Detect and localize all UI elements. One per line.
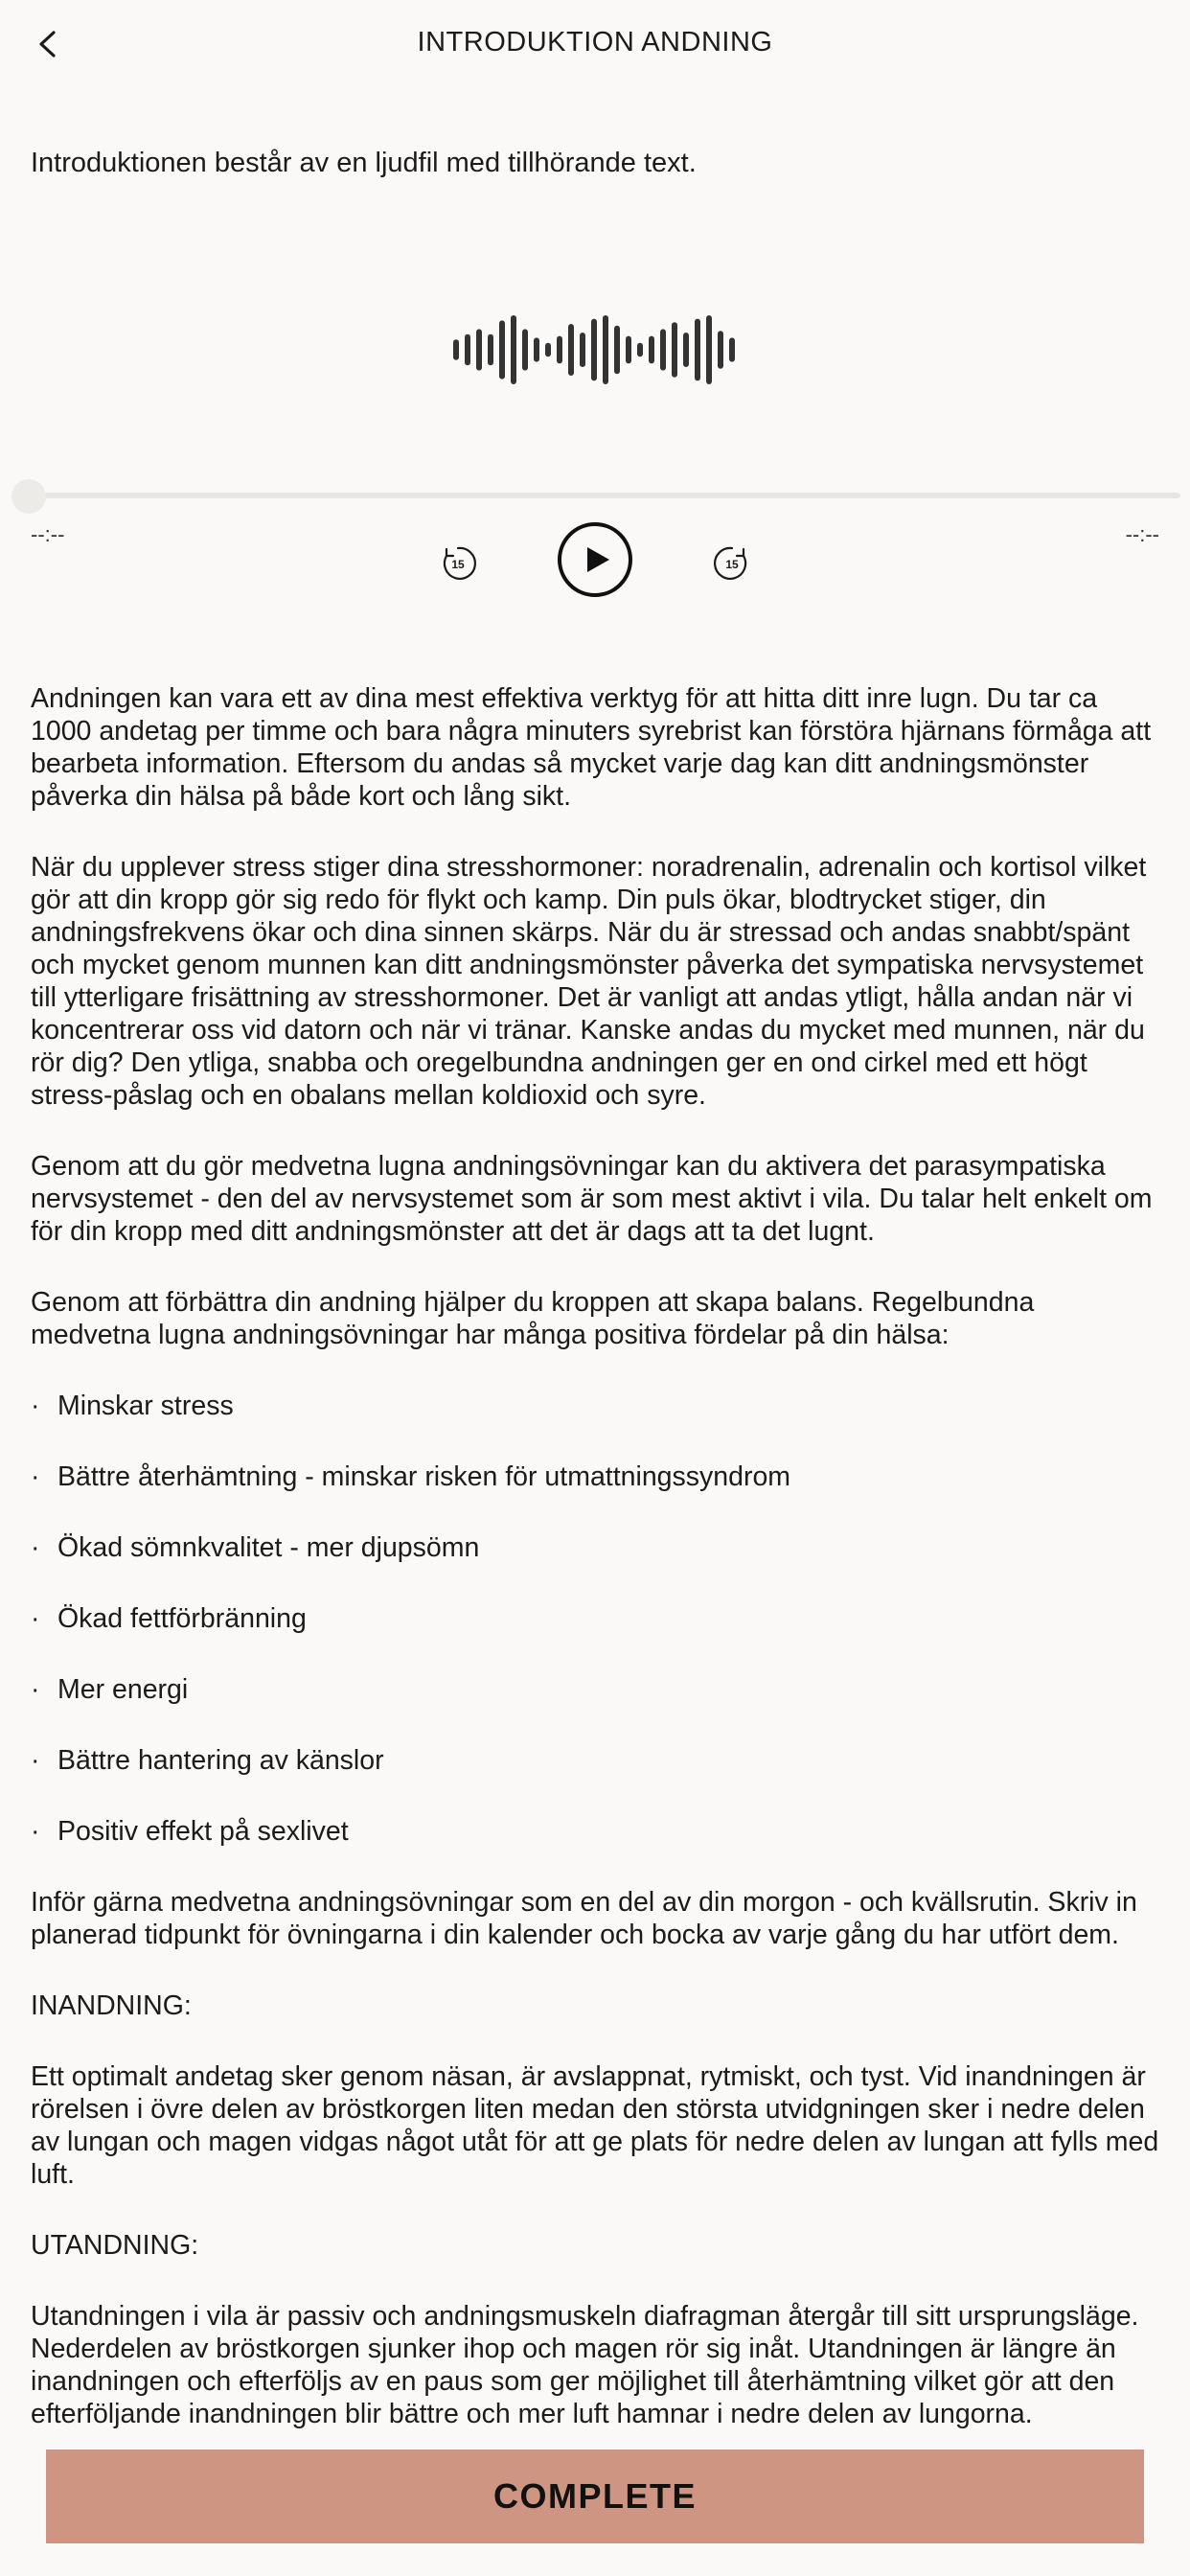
list-item <box>31 1390 1161 1422</box>
skip-back-label: 15 <box>451 558 465 571</box>
bullet-marker: · <box>31 1391 40 1421</box>
bullet-marker: · <box>31 1816 40 1847</box>
header <box>0 0 1190 86</box>
progress-handle[interactable] <box>11 479 46 514</box>
paragraph: Ett optimalt andetag sker genom näsan, är avslappnat, rytmiskt, och tyst. Vid inandningen är rörelsen i övre delen av bröstkorgen liten medan den största utvidgningen sker i nedre delen av lungan och magen vidgas något utåt för att ge plats för nedre delen av lungan att fylls med luft. <box>31 2061 1159 2190</box>
paragraph: Utandningen i vila är passiv och andningsmuskeln diafragman återgår till sitt ursprungsläge. Nederdelen av bröstkorgen sjunker ihop och magen rör sig inåt. Utandningen är längre än inandningen och efterföljs av en paus som ger möjlighet till återhämtning vilket gör att den efterföljande inandningen blir bättre och mer luft hamnar i nedre delen av lungorna. <box>31 2301 1139 2429</box>
list-item <box>31 1673 1161 1706</box>
intro-text: Introduktionen består av en ljudfil med tillhörande text. <box>31 148 697 178</box>
paragraph: Andningen kan vara ett av dina mest effektiva verktyg för att hitta ditt inre lugn. Du tar ca 1000 andetag per timme och bara några minuters syrebrist kan förstöra hjärnans förmåga att bearbeta information. Eftersom du andas så mycket varje dag kan ditt andningsmönster påverka din hälsa på både kort och lång sikt. <box>31 683 1152 812</box>
bullet-marker: · <box>31 1461 40 1492</box>
bullet-marker: · <box>31 1745 40 1776</box>
list-item-text: Ökad sömnkvalitet - mer djupsömn <box>57 1532 480 1563</box>
complete-button[interactable]: COMPLETE <box>46 2450 1144 2543</box>
list-item-text: Bättre återhämtning - minskar risken för utmattningssyndrom <box>57 1461 791 1492</box>
list-item <box>31 1602 1161 1635</box>
list-item <box>31 1815 1161 1848</box>
bullet-marker: · <box>31 1674 40 1705</box>
waveform-icon <box>450 311 738 388</box>
play-button[interactable] <box>556 520 634 599</box>
list-item-text: Mer energi <box>57 1674 189 1705</box>
list-item-text: Ökad fettförbränning <box>57 1603 307 1634</box>
section-heading: UTANDNING: <box>31 2230 199 2261</box>
page-title: INTRODUKTION ANDNING <box>417 27 773 58</box>
paragraph: Genom att förbättra din andning hjälper du kroppen att skapa balans. Regelbundna medvetna lugna andningsövningar har många positiva fördelar på din hälsa: <box>31 1287 1035 1350</box>
skip-forward-label: 15 <box>725 558 739 571</box>
article-content <box>31 682 1161 2469</box>
paragraph: Genom att du gör medvetna lugna andningsövningar kan du aktivera det parasympatiska nervsystemet - den del av nervsystemet som är som mest aktivt i vila. Du talar helt enkelt om för din kropp med ditt andningsmönster att det är dags att ta det lugnt. <box>31 1151 1153 1247</box>
paragraph: När du upplever stress stiger dina stresshormoner: noradrenalin, adrenalin och kortisol vilket gör att din kropp gör sig redo för flykt och kamp. Din puls ökar, blodtrycket stiger, din andningsfrekvens ökar och dina sinnen skärps. När du är stressad och andas snabbt/spänt och mycket genom munnen kan ditt andningsmönster påverka det sympatiska nervsystemet till ytterligare frisättning av stresshormoner. Det är vanligt att andas ytligt, hålla andan när vi koncentrerar oss vid datorn och när vi tränar. Kanske andas du mycket med munnen, när du rör dig? Den ytliga, snabba och oregelbundna andningen ger en ond cirkel med ett högt stress-påslag och en obalans mellan koldioxid och syre. <box>31 852 1147 1111</box>
skip-back-15-icon <box>437 542 479 585</box>
skip-forward-button[interactable] <box>711 542 753 585</box>
skip-back-button[interactable] <box>437 542 479 585</box>
current-time: --:-- <box>31 522 65 546</box>
bullet-marker: · <box>31 1532 40 1563</box>
play-icon <box>556 520 634 599</box>
progress-bar[interactable] <box>31 493 1180 498</box>
list-item <box>31 1531 1161 1564</box>
list-item <box>31 1744 1161 1777</box>
paragraph: Inför gärna medvetna andningsövningar som en del av din morgon - och kvällsrutin. Skriv in planerad tidpunkt för övningarna i din kalender och bocka av varje gång du har utfört dem. <box>31 1887 1137 1950</box>
list-item-text: Positiv effekt på sexlivet <box>57 1816 349 1847</box>
list-item <box>31 1460 1161 1493</box>
list-item-text: Bättre hantering av känslor <box>57 1745 384 1776</box>
bullet-marker: · <box>31 1603 40 1634</box>
skip-forward-15-icon <box>711 542 753 585</box>
section-heading: INANDNING: <box>31 1990 192 2021</box>
total-time: --:-- <box>1125 522 1159 546</box>
list-item-text: Minskar stress <box>57 1391 234 1421</box>
